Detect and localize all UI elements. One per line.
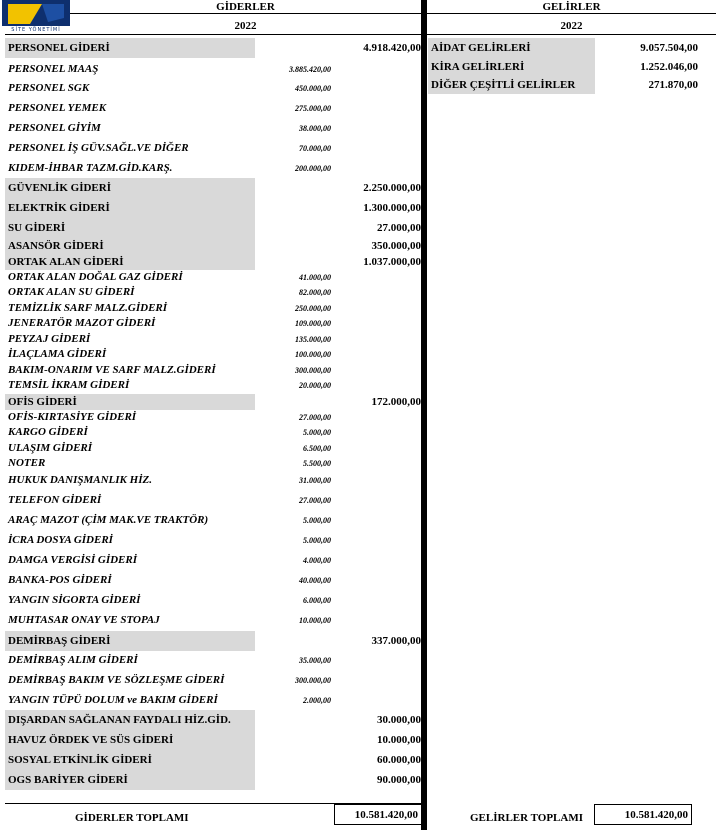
expense-amount: 135.000,00 (295, 335, 331, 344)
expense-label: ASANSÖR GİDERİ (8, 239, 104, 252)
expense-amount: 2.000,00 (303, 695, 331, 705)
expense-amount: 337.000,00 (371, 634, 421, 647)
expense-label: JENERATÖR MAZOT GİDERİ (8, 317, 156, 329)
expense-row (5, 285, 421, 300)
expense-amount: 27.000,00 (299, 413, 331, 422)
logo-text: SİTE YÖNETİMİ (11, 27, 61, 33)
expense-label: MUHTASAR ONAY VE STOPAJ (8, 613, 160, 626)
expense-row (5, 710, 421, 730)
expense-row (5, 79, 421, 97)
expense-label: DEMİRBAŞ ALIM GİDERİ (8, 653, 138, 666)
expense-label: KARGO GİDERİ (8, 426, 88, 438)
expense-label: TEMİZLİK SARF MALZ.GİDERİ (8, 302, 168, 314)
expense-row (5, 139, 421, 157)
expense-amount: 70.000,00 (299, 143, 331, 153)
expense-row (5, 378, 421, 393)
header-divider-right (427, 13, 716, 14)
income-header: GELİRLER (542, 1, 601, 13)
expense-row (5, 472, 421, 488)
expense-label: DEMİRBAŞ BAKIM VE SÖZLEŞME GİDERİ (8, 673, 225, 686)
expense-amount: 5.000,00 (303, 428, 331, 437)
expense-amount: 27.000,00 (377, 221, 421, 234)
income-amount: 271.870,00 (648, 79, 698, 91)
expense-label: PERSONEL SGK (8, 81, 90, 94)
expense-amount: 109.000,00 (295, 319, 331, 328)
expense-amount: 5.000,00 (303, 535, 331, 545)
expense-amount: 5.500,00 (303, 459, 331, 468)
expense-label: PERSONEL MAAŞ (8, 62, 99, 75)
expense-row (5, 270, 421, 285)
expense-amount: 5.000,00 (303, 515, 331, 525)
expense-label: YANGIN SİGORTA GİDERİ (8, 593, 141, 606)
expense-amount: 100.000,00 (295, 350, 331, 359)
expense-label: PERSONEL YEMEK (8, 101, 107, 114)
expense-amount: 27.000,00 (299, 495, 331, 505)
expense-row (5, 301, 421, 316)
income-row (428, 77, 698, 94)
site-logo (2, 0, 70, 35)
expense-row (5, 750, 421, 770)
expense-row (5, 425, 421, 440)
expense-row (5, 218, 421, 238)
expense-row (5, 238, 421, 254)
expense-row (5, 571, 421, 589)
expense-amount: 4.918.420,00 (363, 41, 421, 54)
expense-amount: 250.000,00 (295, 304, 331, 313)
expense-row (5, 38, 421, 58)
expense-row (5, 631, 421, 651)
expense-amount: 31.000,00 (299, 475, 331, 485)
expense-label: ARAÇ MAZOT (ÇİM MAK.VE TRAKTÖR) (8, 513, 209, 526)
expense-label: İCRA DOSYA GİDERİ (8, 533, 113, 546)
expense-row (5, 456, 421, 471)
expense-label: ELEKTRİK GİDERİ (8, 201, 110, 214)
expense-row (5, 730, 421, 750)
expense-amount: 3.885.420,00 (289, 64, 331, 74)
expense-row (5, 611, 421, 629)
column-divider (421, 0, 427, 830)
expense-amount: 1.037.000,00 (363, 255, 421, 268)
expense-amount: 4.000,00 (303, 555, 331, 565)
expense-row (5, 363, 421, 378)
income-total-amount: 10.581.420,00 (594, 804, 692, 825)
expense-label: PERSONEL GİDERİ (8, 41, 110, 54)
expense-label: HAVUZ ÖRDEK VE SÜS GİDERİ (8, 733, 174, 746)
expense-amount: 300.000,00 (295, 366, 331, 375)
expense-label: PERSONEL GİYİM (8, 121, 101, 134)
expense-amount: 38.000,00 (299, 123, 331, 133)
expense-label: ORTAK ALAN DOĞAL GAZ GİDERİ (8, 271, 183, 283)
expense-amount: 10.000,00 (299, 615, 331, 625)
expense-amount: 20.000,00 (299, 381, 331, 390)
expense-amount: 350.000,00 (371, 239, 421, 252)
expense-label: DEMİRBAŞ GİDERİ (8, 634, 111, 647)
expense-amount: 90.000,00 (377, 773, 421, 786)
expense-row (5, 316, 421, 331)
expense-label: PERSONEL İŞ GÜV.SAĞL.VE DİĞER (8, 141, 189, 154)
expenses-total-amount: 10.581.420,00 (334, 804, 422, 825)
expense-label: SOSYAL ETKİNLİK GİDERİ (8, 753, 152, 766)
expense-amount: 200.000,00 (295, 163, 331, 173)
expense-amount: 60.000,00 (377, 753, 421, 766)
expense-label: SU GİDERİ (8, 221, 66, 234)
income-label: DİĞER ÇEŞİTLİ GELİRLER (431, 79, 576, 91)
expense-row (5, 410, 421, 425)
year-divider-left (5, 34, 421, 35)
expense-label: BANKA-POS GİDERİ (8, 573, 112, 586)
expense-label: BAKIM-ONARIM VE SARF MALZ.GİDERİ (8, 364, 216, 376)
expense-row (5, 551, 421, 569)
expense-label: OFİS-KIRTASİYE GİDERİ (8, 411, 137, 423)
expense-row (5, 691, 421, 709)
income-total-label: GELİRLER TOPLAMI (470, 812, 583, 824)
expenses-header: GİDERLER (216, 1, 275, 13)
expense-amount: 1.300.000,00 (363, 201, 421, 214)
expenses-year: 2022 (234, 20, 257, 32)
expense-label: YANGIN TÜPÜ DOLUM ve BAKIM GİDERİ (8, 693, 218, 706)
income-amount: 9.057.504,00 (640, 41, 698, 54)
expense-amount: 300.000,00 (295, 675, 331, 685)
income-row (428, 58, 698, 77)
expense-row (5, 591, 421, 609)
expense-label: HUKUK DANIŞMANLIK HİZ. (8, 473, 152, 486)
expense-row (5, 531, 421, 549)
expense-row (5, 770, 421, 790)
expense-label: ORTAK ALAN SU GİDERİ (8, 286, 135, 298)
income-year: 2022 (560, 20, 583, 32)
income-label: KİRA GELİRLERİ (431, 61, 525, 73)
expense-row (5, 254, 421, 270)
expense-amount: 41.000,00 (299, 273, 331, 282)
expense-label: İLAÇLAMA GİDERİ (8, 348, 107, 360)
income-amount: 1.252.046,00 (640, 61, 698, 73)
expense-row (5, 332, 421, 347)
expense-row (5, 347, 421, 362)
expense-amount: 30.000,00 (377, 713, 421, 726)
income-row (428, 38, 698, 58)
expense-amount: 2.250.000,00 (363, 181, 421, 194)
expense-amount: 6.500,00 (303, 444, 331, 453)
expense-label: TEMSİL İKRAM GİDERİ (8, 379, 130, 391)
expense-label: OGS BARİYER GİDERİ (8, 773, 128, 786)
expense-row (5, 60, 421, 78)
expense-label: TELEFON GİDERİ (8, 493, 102, 506)
header-divider-left (70, 13, 421, 14)
expense-row (5, 178, 421, 198)
expense-label: KIDEM-İHBAR TAZM.GİD.KARŞ. (8, 161, 173, 174)
expense-amount: 450.000,00 (295, 83, 331, 93)
expense-amount: 6.000,00 (303, 595, 331, 605)
expense-amount: 40.000,00 (299, 575, 331, 585)
income-label: AİDAT GELİRLERİ (431, 41, 531, 54)
expense-row (5, 651, 421, 669)
expenses-total-label: GİDERLER TOPLAMI (75, 812, 189, 824)
expense-label: GÜVENLİK GİDERİ (8, 181, 111, 194)
expense-row (5, 198, 421, 218)
expense-label: DAMGA VERGİSİ GİDERİ (8, 553, 137, 566)
expense-row (5, 119, 421, 137)
expense-row (5, 394, 421, 410)
expense-row (5, 671, 421, 689)
expense-row (5, 511, 421, 529)
expense-label: DIŞARDAN SAĞLANAN FAYDALI HİZ.GİD. (8, 713, 231, 726)
expense-label: NOTER (8, 457, 46, 469)
expense-label: ORTAK ALAN GİDERİ (8, 255, 124, 268)
expense-row (5, 441, 421, 456)
year-divider-right (427, 34, 716, 35)
expense-amount: 10.000,00 (377, 733, 421, 746)
expense-label: OFİS GİDERİ (8, 395, 77, 408)
expense-amount: 82.000,00 (299, 288, 331, 297)
expense-row (5, 491, 421, 509)
expense-row (5, 159, 421, 177)
expense-amount: 275.000,00 (295, 103, 331, 113)
expense-label: ULAŞIM GİDERİ (8, 442, 93, 454)
expense-label: PEYZAJ GİDERİ (8, 333, 91, 345)
expense-amount: 172.000,00 (371, 395, 421, 408)
expense-amount: 35.000,00 (299, 655, 331, 665)
expense-row (5, 99, 421, 117)
